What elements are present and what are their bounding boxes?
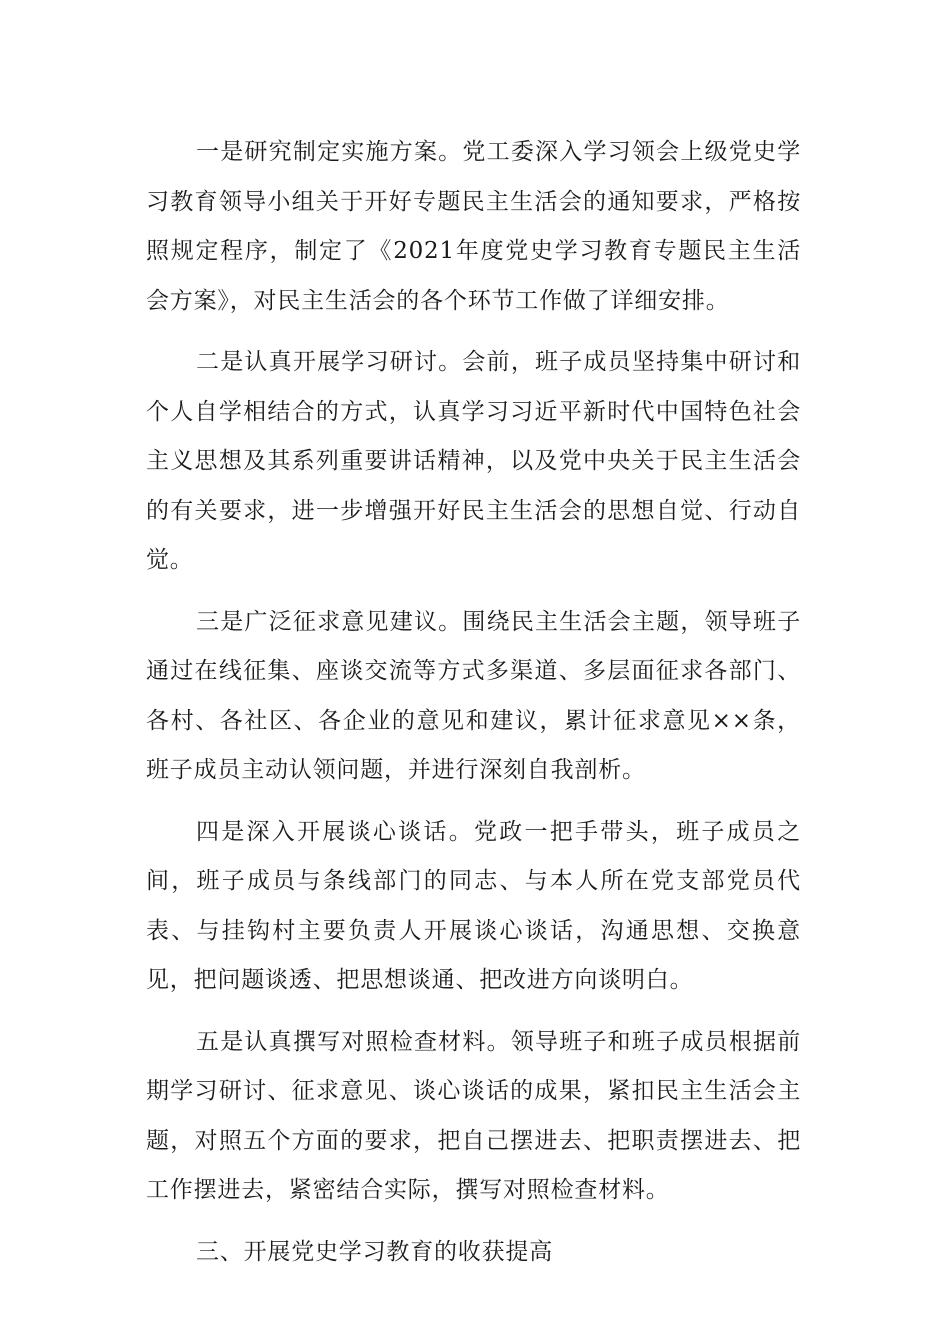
paragraph-3: 三是广泛征求意见建议。围绕民主生活会主题，领导班子通过在线征集、座谈交流等方式多渠道、多层面征求各部门、各村、各社区、各企业的意见和建议，累计征求意见××条，班子成员主动认领问题，并进行深刻自我剖析。 [146, 608, 801, 783]
paragraph-5: 五是认真撰写对照检查材料。领导班子和班子成员根据前期学习研讨、征求意见、谈心谈话的成果，紧扣民主生活会主题，对照五个方面的要求，把自己摆进去、把职责摆进去、把工作摆进去，紧密结合实际，撰写对照检查材料。 [146, 1028, 801, 1203]
section-heading: 三、开展党史学习教育的收获提高 [196, 1238, 553, 1265]
paragraph-1: 一是研究制定实施方案。党工委深入学习领会上级党史学习教育领导小组关于开好专题民主生活会的通知要求，严格按照规定程序，制定了《2021年度党史学习教育专题民主生活会方案》，对民主生活会的各个环节工作做了详细安排。 [146, 139, 801, 314]
paragraph-4: 四是深入开展谈心谈话。党政一把手带头，班子成员之间，班子成员与条线部门的同志、与本人所在党支部党员代表、与挂钩村主要负责人开展谈心谈话，沟通思想、交换意见，把问题谈透、把思想谈通、把改进方向谈明白。 [146, 818, 801, 993]
document-page [146, 128, 801, 1289]
paragraph-2: 二是认真开展学习研讨。会前，班子成员坚持集中研讨和个人自学相结合的方式，认真学习习近平新时代中国特色社会主义思想及其系列重要讲话精神，以及党中央关于民主生活会的有关要求，进一步增强开好民主生活会的思想自觉、行动自觉。 [146, 349, 801, 573]
